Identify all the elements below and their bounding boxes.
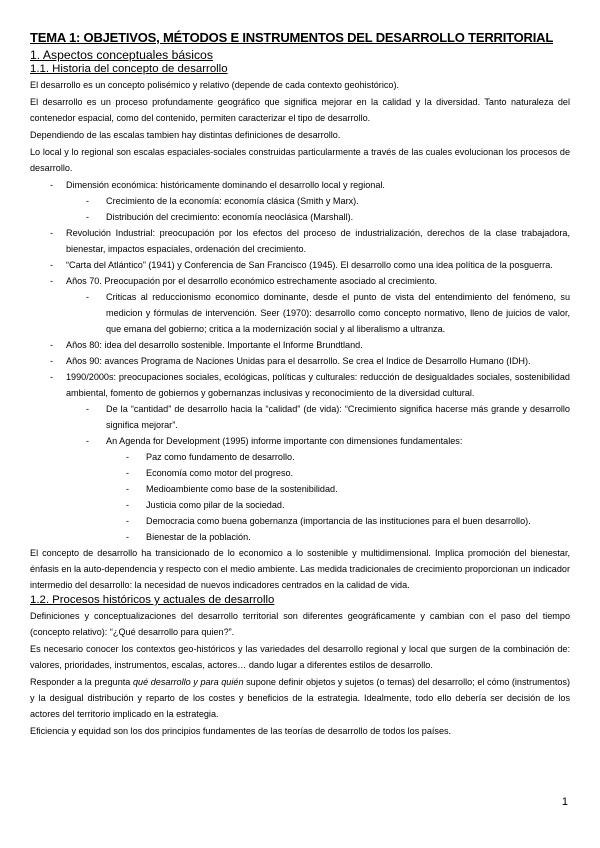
list-item-anos90: - Años 90: avances Programa de Naciones Unidas para el desarrollo. Se crea el Indice de Desarrollo Humano (IDH). (50, 356, 531, 366)
anos2000-sublist (30, 401, 570, 545)
paragraph-6: Definiciones y conceptualizaciones del desarrollo territorial son diferentes geográficamente y cambian con el paso del tiempo (concepto relativo): “¿Qué desarrollo para quien?”. (30, 611, 570, 637)
document-title: TEMA 1: OBJETIVOS, MÉTODOS E INSTRUMENTOS DEL DESARROLLO TERRITORIAL (30, 30, 554, 45)
history-list (30, 177, 570, 545)
list-item-agenda-6: - Bienestar de la población. (126, 532, 251, 542)
list-item-agenda-1: - Paz como fundamento de desarrollo. (126, 452, 295, 462)
section-heading-1-2: 1.2. Procesos históricos y actuales de desarrollo (30, 594, 275, 606)
anos70-sublist (30, 289, 570, 337)
emphasis-question: qué desarrollo y para quién (132, 677, 244, 687)
list-item-carta: - “Carta del Atlántico” (1941) y Conferencia de San Francisco (1945). El desarrollo como una idea política de la posguerra. (50, 260, 553, 270)
list-item-anos2000: - 1990/2000s: preocupaciones sociales, ecológicas, políticas y culturales: reducción de desigualdades sociales, sostenibilidad ambiental, fomento de gobiernos y gobernanzas inclusivas y reconocimiento de la diversidad cultural. - De la “cantidad” de desarrollo hacia la “calidad” (de vida): “Crecimiento significa hacerse más grande y desarrollo significa mejorar”. - An Agenda for Development (1995) informe importante con dimensiones fundamentales: - Paz como fundamento de desarrollo. - Economía como motor del progreso. - Medioambiente como base de la sostenibilidad. - Justicia como pilar de la sociedad. - Democracia como buena gobernanza (importancia de las instituciones para el buen desarrollo). - Bienestar de la población. (30, 369, 570, 545)
list-item-eco-sub2: - Distribución del crecimiento: economía neoclásica (Marshall). (86, 212, 354, 222)
list-item-cantidad: - De la “cantidad” de desarrollo hacia la “calidad” (de vida): “Crecimiento significa hacerse más grande y desarrollo significa mejorar”. (86, 404, 570, 430)
list-item-agenda-5: - Democracia como buena gobernanza (importancia de las instituciones para el buen desarrollo). (126, 516, 531, 526)
agenda-sublist (106, 449, 570, 545)
list-item-agenda-4: - Justicia como pilar de la sociedad. (126, 500, 285, 510)
list-item-anos70-sub: - Criticas al reduccionismo economico dominante, desde el punto de vista del entendimiento del fenómeno, su medicion y fórmulas de intervención. Seer (1970): desarrollo como concepto normativo, lleno de juicios de valor, que emana del gobierno; critica a la modernización social y al liberalismo a ultranza. (86, 292, 570, 334)
paragraph-7: Es necesario conocer los contextos geo-históricos y las variedades del desarrollo regional y local que surgen de la combinación de: valores, prioridades, instrumentos, escalas, actores… dando lugar a diferentes estilos de desarrollo. (30, 644, 570, 670)
paragraph-2: El desarrollo es un proceso profundamente geográfico que significa mejorar en la calidad y la diversidad. Tanto naturaleza del contenedor espacial, como del contenido, permiten caracterizar el tipo de desarrollo. (30, 97, 570, 123)
list-item-agenda-2: - Economía como motor del progreso. (126, 468, 294, 478)
paragraph-9: Eficiencia y equidad son los dos principios fundamentes de las teorías de desarrollo de todos los países. (30, 726, 452, 736)
page-number: 1 (561, 796, 568, 808)
list-item-economica: - Dimensión económica: históricamente dominando el desarrollo local y regional. - Crecimiento de la economía: economía clásica (Smith y Marx). - Distribución del crecimiento: economía neoclásica (Marshall). (30, 177, 570, 225)
list-item-anos70: - Años 70. Preocupación por el desarrollo económico estrechamente asociado al crecimiento. - Criticas al reduccionismo economico dominante, desde el punto de vista del entendimiento del fenómeno, su medicion y fórmulas de intervención. Seer (1970): desarrollo como concepto normativo, lleno de juicios de valor, que emana del gobierno; critica a la modernización social y al liberalismo a ultranza. (30, 273, 570, 337)
paragraph-3: Dependiendo de las escalas tambien hay distintas definiciones de desarrollo. (30, 130, 341, 140)
list-item-agenda: - An Agenda for Development (1995) informe importante con dimensiones fundamentales: - Paz como fundamento de desarrollo. - Economía como motor del progreso. - Medioambiente como base de la sostenibilidad. - Justicia como pilar de la sociedad. - Democracia como buena gobernanza (importancia de las instituciones para el buen desarrollo). - Bienestar de la población. (66, 433, 570, 545)
list-item-eco-sub1: - Crecimiento de la economía: economía clásica (Smith y Marx). (86, 196, 359, 206)
section-heading-1: 1. Aspectos conceptuales básicos (30, 48, 213, 62)
list-item-revolucion: - Revolución Industrial: preocupación por los efectos del proceso de industrialización, derechos de la clase trabajadora, bienestar, impactos espaciales, ordenación del crecimiento. (50, 228, 570, 254)
paragraph-8: Responder a la pregunta qué desarrollo y para quién supone definir objetos y sujetos (o temas) del desarrollo; el cómo (instrumentos) y la desigual distribución y reparto de los costes y beneficios de la estrategia. Idealmente, todo ello debería ser decisión de los actores del territorio implicado en la estrategia. (30, 677, 570, 719)
section-heading-1-1: 1.1. Historia del concepto de desarrollo (30, 63, 228, 75)
list-item-anos80: - Años 80: idea del desarrollo sostenible. Importante el Informe Brundtland. (50, 340, 363, 350)
paragraph-5: El concepto de desarrollo ha transicionado de lo economico a lo sostenible y multidimensional. Implica promoción del bienestar, énfasis en la auto-dependencia y respecto con el medio ambiente. Las medida tradicionales de crecimiento proporcionan un indicador intermedio del desarrollo: la necesidad de nuevos indicadores centrados en la calidad de vida. (30, 548, 570, 590)
list-item-agenda-3: - Medioambiente como base de la sostenibilidad. (126, 484, 338, 494)
economica-sublist (30, 193, 570, 225)
paragraph-4: Lo local y lo regional son escalas espaciales-sociales construidas particularmente a través de las cuales evolucionan los procesos de desarrollo. (30, 147, 570, 173)
paragraph-1: El desarrollo es un concepto polisémico y relativo (depende de cada contexto geohistórico). (30, 80, 400, 90)
